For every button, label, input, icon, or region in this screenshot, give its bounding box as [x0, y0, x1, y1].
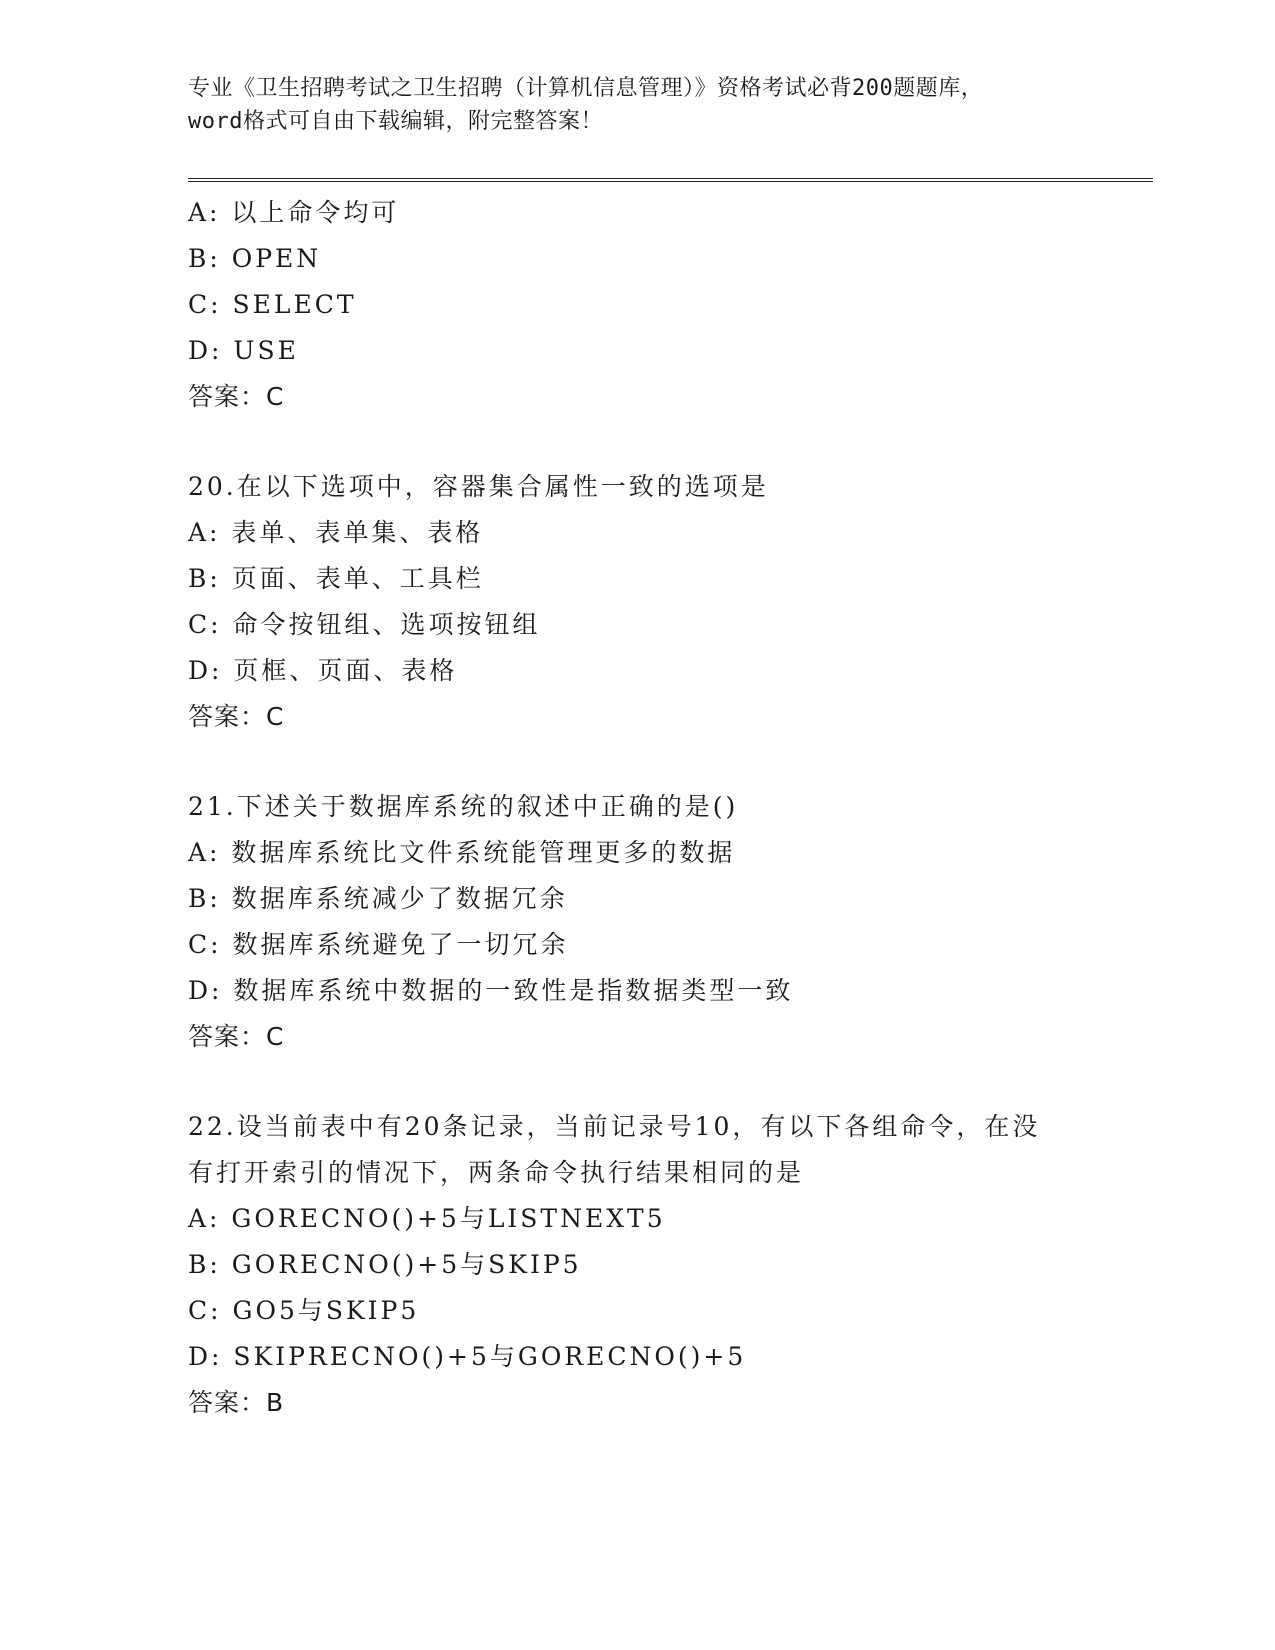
question-list — [188, 190, 1153, 1426]
option-d: D: USE — [188, 336, 299, 365]
answer-line: 答案：C — [188, 702, 285, 731]
option-d: D: SKIPRECNO()+5与GORECNO()+5 — [188, 1342, 747, 1371]
option-d: D: 数据库系统中数据的一致性是指数据类型一致 — [188, 976, 794, 1005]
option-a: A: GORECNO()+5与LISTNEXT5 — [188, 1204, 666, 1233]
option-c: C: GO5与SKIP5 — [188, 1296, 420, 1325]
option-c: C: 命令按钮组、选项按钮组 — [188, 610, 541, 639]
header-line-1: 专业《卫生招聘考试之卫生招聘（计算机信息管理）》资格考试必背200题题库， — [188, 76, 984, 101]
header-line-2: word格式可自由下载编辑，附完整答案！ — [188, 109, 603, 134]
option-a: A: 以上命令均可 — [188, 198, 400, 227]
option-b: B: 数据库系统减少了数据冗余 — [188, 884, 568, 913]
option-c: C: SELECT — [188, 290, 357, 319]
question-stem: 20.在以下选项中，容器集合属性一致的选项是 — [188, 472, 769, 501]
option-a: A: 数据库系统比文件系统能管理更多的数据 — [188, 838, 736, 867]
question-stem: 21.下述关于数据库系统的叙述中正确的是() — [188, 792, 739, 821]
option-a: A: 表单、表单集、表格 — [188, 518, 484, 547]
question-stem: 22.设当前表中有20条记录，当前记录号10，有以下各组命令，在没 — [188, 1112, 1041, 1141]
option-c: C: 数据库系统避免了一切冗余 — [188, 930, 569, 959]
question-block — [188, 464, 1153, 740]
option-d: D: 页框、页面、表格 — [188, 656, 458, 685]
answer-line: 答案：B — [188, 1388, 285, 1417]
option-b: B: GORECNO()+5与SKIP5 — [188, 1250, 582, 1279]
answer-line: 答案：C — [188, 382, 285, 411]
answer-line: 答案：C — [188, 1022, 285, 1051]
question-block — [188, 1104, 1153, 1426]
option-b: B: OPEN — [188, 244, 322, 273]
question-block — [188, 784, 1153, 1060]
header-divider — [188, 178, 1153, 182]
question-stem-continued: 有打开索引的情况下，两条命令执行结果相同的是 — [188, 1158, 805, 1187]
option-b: B: 页面、表单、工具栏 — [188, 564, 484, 593]
document-header — [188, 72, 1068, 138]
question-block — [188, 190, 1153, 420]
